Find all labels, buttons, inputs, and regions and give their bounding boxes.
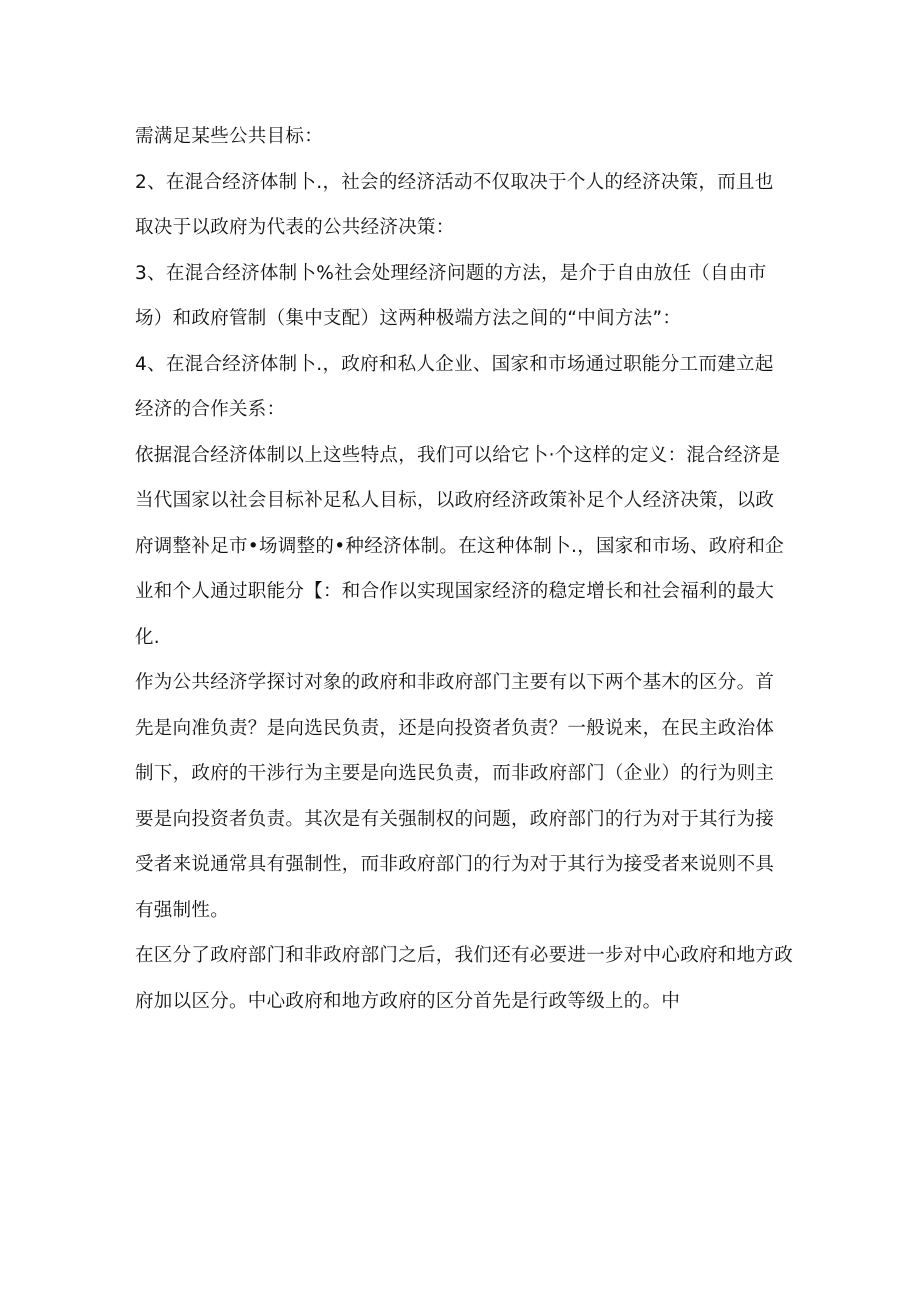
text-line: 府调整补足市•场调整的•种经济体制。在这种体制卜.，国家和市场、政府和企: [135, 535, 785, 557]
text-line: 取决于以政府为代表的公共经济决策：: [135, 217, 455, 238]
text-line: 先是向准负责？是向选民负责，还是向投资者负责？一般说来，在民主政治体: [135, 717, 775, 739]
text-line: 需满足某些公共目标：: [135, 126, 324, 147]
text-line: 要是向投资者负责。其次是有关强制权的问题，政府部门的行为对于其行为接: [135, 808, 775, 830]
text-line: 有强制性。: [135, 899, 230, 921]
text-line: 依据混合经济体制以上这些特点，我们可以给它卜·个这样的定义：混合经济是: [135, 444, 781, 466]
text-line: 当代国家以社会目标补足私人目标，以政府经济政策补足个人经济决策，以政: [135, 490, 775, 511]
text-line: 经济的合作关系：: [135, 399, 286, 420]
text-line: 受者来说通常具有强制性，而非政府部门的行为对于其行为接受者来说则不具: [135, 854, 775, 875]
text-line: 制下，政府的干涉行为主要是向选民负责，而非政府部门（企业）的行为则主: [135, 763, 775, 784]
text-line: 业和个人通过职能分【：和合作以实现国家经济的稳定增长和社会福利的最大: [135, 581, 775, 602]
text-line: 4、在混合经济体制卜.，政府和私人企业、国家和市场通过职能分工而建立起: [135, 353, 774, 375]
text-line: 作为公共经济学探讨对象的政府和非政府部门主要有以下两个基木的区分。首: [135, 672, 775, 693]
text-line: 府加以区分。中心政府和地方政府的区分首先是行政等级上的。中: [135, 990, 681, 1012]
text-line: 3、在混合经济体制卜%社会处理经济问题的方法，是介于自由放任（自由市: [135, 262, 767, 284]
text-line: 场）和政府管制（集中支配）这两种极端方法之间的“中间方法”：: [135, 308, 682, 329]
document-body: [135, 114, 794, 1024]
text-line: 化.: [135, 626, 160, 648]
text-line: 2、在混合经济体制卜.，社会的经济活动不仅取决于个人的经济决策，而且也: [135, 171, 774, 193]
text-line: 在区分了政府部门和非政府部门之后，我们还有必要进一步对中心政府和地方政: [135, 945, 794, 966]
